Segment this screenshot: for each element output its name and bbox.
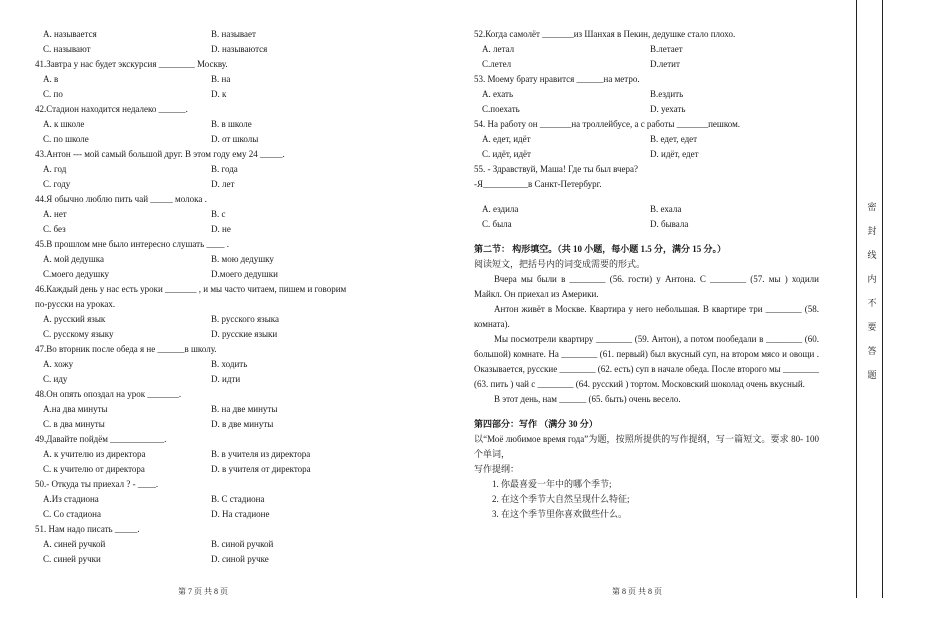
passage-paragraph: Антон живёт в Москве. Квартира у него небольшая. В квартире три ________ (58. комната). xyxy=(474,304,819,329)
option-choice: C. по xyxy=(43,89,63,99)
question-text: 50.- Откуда ты приехал ? - ____. xyxy=(35,479,159,489)
question-text: 49.Давайте пойдём ____________. xyxy=(35,434,167,444)
option-choice: B. С стадиона xyxy=(211,494,265,504)
question-text: 41.Завтра у нас будет экскурсия ________ Москву. xyxy=(35,59,228,69)
option-row xyxy=(35,42,435,57)
question-text: 45.В прошлом мне было интересно слушать ____ . xyxy=(35,239,229,249)
binding-margin-text xyxy=(866,200,878,392)
left-column xyxy=(35,27,435,567)
option-choice: D. от школы xyxy=(211,134,259,144)
page-number-left: 第 7 页 共 8 页 xyxy=(178,587,228,596)
binding-char: 线 xyxy=(867,250,877,260)
outline-item: 2. 在这个季节大自然呈现什么特征; xyxy=(492,494,630,504)
option-choice: A. синей ручкой xyxy=(43,539,106,549)
option-row xyxy=(35,207,435,222)
option-row xyxy=(474,202,819,217)
option-choice: A. к школе xyxy=(43,119,85,129)
option-choice: B. едет, едет xyxy=(650,134,698,144)
option-choice: A.на два минуты xyxy=(43,404,108,414)
option-choice: B.ездить xyxy=(650,89,684,99)
option-choice: C. русскому языку xyxy=(43,329,114,339)
option-row xyxy=(35,417,435,432)
binding-char: 题 xyxy=(867,370,877,380)
option-row xyxy=(474,57,819,72)
question-text: 44.Я обычно люблю пить чай _____ молока . xyxy=(35,194,207,204)
option-choice: C. к учителю от директора xyxy=(43,464,145,474)
option-choice: C. иду xyxy=(43,374,68,384)
option-row xyxy=(35,357,435,372)
option-choice: D.моего дедушки xyxy=(211,269,278,279)
binding-char: 内 xyxy=(867,274,877,284)
option-row xyxy=(474,87,819,102)
option-choice: D. русские языки xyxy=(211,329,278,339)
passage-paragraph: В этот день, нам ______ (65. быть) очень весело. xyxy=(494,394,681,404)
section-instruction: 阅读短文，把括号内的词变成需要的形式。 xyxy=(474,259,646,269)
option-choice: B. в учителя из директора xyxy=(211,449,311,459)
question-text: 47.Во вторник после обеда я не ______в школу. xyxy=(35,344,217,354)
outline-item: 1. 你最喜爱一年中的哪个季节; xyxy=(492,479,612,489)
binding-line-inner xyxy=(856,0,857,598)
binding-char: 密 xyxy=(867,202,877,212)
question-text: 52.Когда самолёт _______из Шанхая в Пекин, дедушке стало плохо. xyxy=(474,29,736,39)
option-choice: B.летает xyxy=(650,44,683,54)
option-row xyxy=(474,132,819,147)
question-text: 55. - Здравствуй, Маша! Где ты был вчера? xyxy=(474,164,639,174)
option-choice: D. в учителя от директора xyxy=(211,464,311,474)
option-row xyxy=(35,222,435,237)
passage-paragraph: Вчера мы были в ________ (56. гости) у Антона. С ________ (57. мы ) ходили Майкл. Он приехал из Америки. xyxy=(474,274,819,299)
option-row xyxy=(35,117,435,132)
option-choice: D. лет xyxy=(211,179,235,189)
option-choice: C. была xyxy=(482,219,512,229)
question-text: 48.Он опять опоздал на урок _______. xyxy=(35,389,182,399)
binding-line-outer xyxy=(882,0,883,598)
option-choice: B. на xyxy=(211,74,231,84)
option-row xyxy=(35,447,435,462)
option-choice: B. мою дедушку xyxy=(211,254,274,264)
option-choice: B. с xyxy=(211,209,226,219)
option-choice: C. по школе xyxy=(43,134,89,144)
question-text: 46.Каждый день у нас есть уроки _______ , и мы часто читаем, пишем и говорим xyxy=(35,284,347,294)
binding-char: 要 xyxy=(867,322,877,332)
option-choice: D. к xyxy=(211,89,227,99)
option-row xyxy=(35,27,435,42)
option-choice: A. к учителю из директора xyxy=(43,449,146,459)
option-choice: A. мой дедушка xyxy=(43,254,104,264)
passage-paragraph: Мы посмотрели квартиру ________ (59. Антон), а потом пообедали в ________ (60. большой) комнате. На ________ (61. первый) был вкусный суп, на втором мясо и овощи . Оказывается, русские ________ (62. есть) суп в начале обеда. После второго мы ________ (63. пить ) чай с ________ (64. русский ) тортом. Московский шоколад очень вкусный. xyxy=(474,334,819,389)
question-text: 43.Антон --- мой самый большой друг. В этом году ему 24 _____. xyxy=(35,149,285,159)
option-row xyxy=(35,312,435,327)
option-choice: C.летел xyxy=(482,59,512,69)
option-choice: D. На стадионе xyxy=(211,509,270,519)
option-choice: C.поехать xyxy=(482,104,520,114)
option-row xyxy=(35,402,435,417)
binding-char: 不 xyxy=(867,298,877,308)
option-row xyxy=(35,132,435,147)
option-row xyxy=(35,327,435,342)
page-number-right: 第 8 页 共 8 页 xyxy=(612,587,662,596)
question-text: -Я__________в Санкт-Петербург. xyxy=(474,179,602,189)
outline-label: 写作提纲： xyxy=(474,464,520,474)
option-choice: D.летит xyxy=(650,59,680,69)
option-choice: B. в школе xyxy=(211,119,252,129)
question-text: 54. На работу он _______на троллейбусе, а с работы _______пешком. xyxy=(474,119,741,129)
option-row xyxy=(35,462,435,477)
option-row xyxy=(35,492,435,507)
option-choice: A. в xyxy=(43,74,59,84)
option-row xyxy=(35,552,435,567)
option-row xyxy=(35,252,435,267)
option-choice: C. в два минуты xyxy=(43,419,105,429)
option-choice: D. идёт, едет xyxy=(650,149,699,159)
option-choice: D. бывала xyxy=(650,219,689,229)
option-choice: B. ходить xyxy=(211,359,248,369)
option-choice: B. на две минуты xyxy=(211,404,278,414)
option-choice: C. называют xyxy=(43,44,91,54)
option-row xyxy=(35,267,435,282)
question-text: 53. Моему брату нравится ______на метро. xyxy=(474,74,640,84)
option-choice: C. Со стадиона xyxy=(43,509,101,519)
option-choice: C. году xyxy=(43,179,71,189)
option-row xyxy=(35,372,435,387)
option-choice: A. хожу xyxy=(43,359,74,369)
binding-char: 答 xyxy=(867,346,877,356)
right-column xyxy=(474,27,819,522)
option-choice: D. не xyxy=(211,224,231,234)
option-choice: A. год xyxy=(43,164,67,174)
option-choice: B. русского языка xyxy=(211,314,279,324)
option-choice: A. летал xyxy=(482,44,515,54)
option-choice: C. синей ручки xyxy=(43,554,101,564)
option-row xyxy=(35,72,435,87)
option-choice: C. идёт, идёт xyxy=(482,149,531,159)
spacer xyxy=(474,192,819,202)
option-choice: D. называются xyxy=(211,44,268,54)
option-choice: A. русский язык xyxy=(43,314,106,324)
option-choice: C. без xyxy=(43,224,66,234)
spacer xyxy=(474,407,819,417)
option-choice: B. ехала xyxy=(650,204,682,214)
option-choice: D. в две минуты xyxy=(211,419,274,429)
option-choice: B. синой ручкой xyxy=(211,539,274,549)
section-instruction: 以“Моё любимое время года”为题，按照所提供的写作提纲，写一篇短文。要求 80- 100 个单词， xyxy=(474,434,819,459)
option-choice: D. синой ручке xyxy=(211,554,269,564)
outline-item: 3. 在这个季节里你喜欢做些什么。 xyxy=(492,509,628,519)
section-title: 第二节： 构形填空。（共 10 小题，每小题 1.5 分，满分 15 分。） xyxy=(474,244,727,254)
binding-char: 封 xyxy=(867,226,877,236)
option-choice: A. ехать xyxy=(482,89,514,99)
option-choice: A. называется xyxy=(43,29,97,39)
option-choice: D. идти xyxy=(211,374,241,384)
option-choice: B. года xyxy=(211,164,238,174)
option-row xyxy=(35,177,435,192)
section-title: 第四部分：写作 （满分 30 分） xyxy=(474,419,598,429)
option-row xyxy=(474,147,819,162)
spacer xyxy=(474,232,819,242)
option-row xyxy=(474,42,819,57)
option-choice: A. ездила xyxy=(482,204,519,214)
question-text: 42.Стадион находится недалеко ______. xyxy=(35,104,188,114)
option-choice: D. уехать xyxy=(650,104,686,114)
option-choice: B. называет xyxy=(211,29,256,39)
option-choice: A. нет xyxy=(43,209,67,219)
option-row xyxy=(474,217,819,232)
option-choice: A. едет, идёт xyxy=(482,134,531,144)
option-row xyxy=(35,162,435,177)
question-text: 51. Нам надо писать _____. xyxy=(35,524,140,534)
option-choice: A.Из стадиона xyxy=(43,494,99,504)
option-row xyxy=(474,102,819,117)
option-row xyxy=(35,507,435,522)
option-row xyxy=(35,537,435,552)
question-text: по-русски на уроках. xyxy=(35,299,116,309)
option-choice: C.моего дедушку xyxy=(43,269,109,279)
option-row xyxy=(35,87,435,102)
